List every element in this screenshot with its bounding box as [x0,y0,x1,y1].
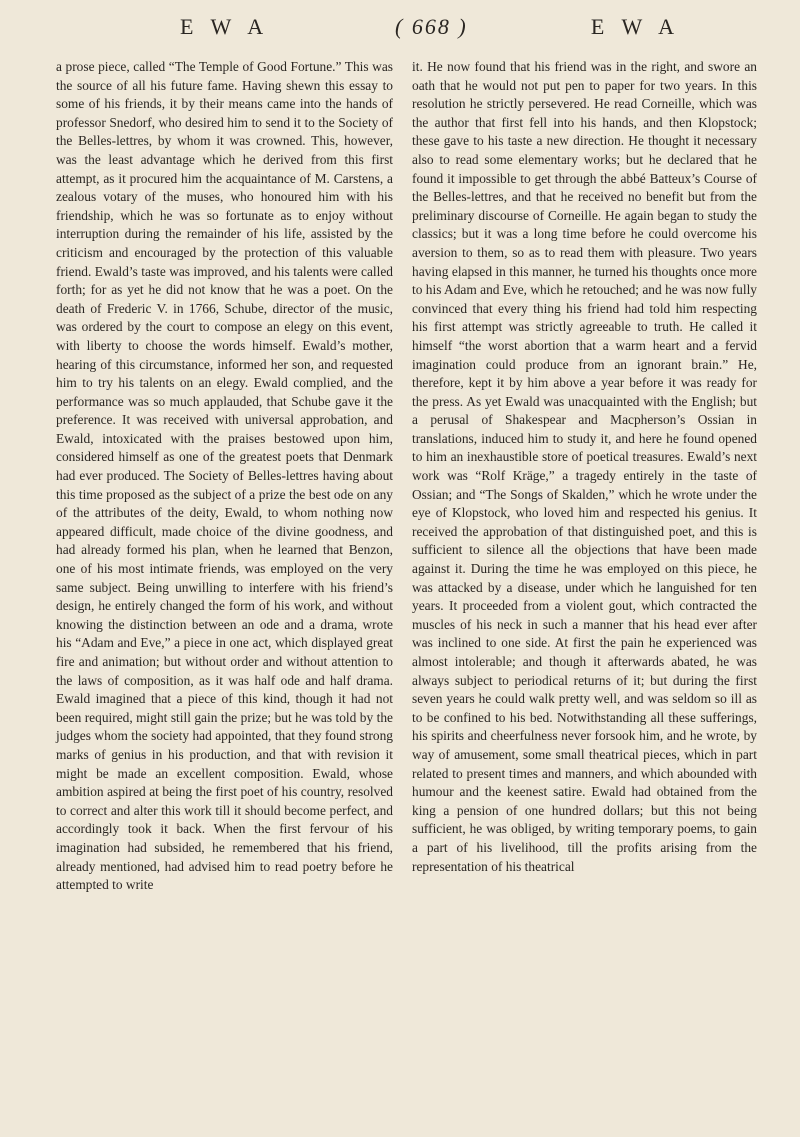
page-number: ( 668 ) [395,14,468,39]
running-header [180,8,680,48]
right-column-text: it. He now found that his friend was in the right, and swore an oath that he would not put pen to paper for two years. In this resolution he strictly persevered. He read Corneille, which was the author that first fell into his hands, and then Klopstock; these gave to his taste a new direction. He thought it necessary also to read some elementary works; but he declared that he found it impossible to get through the abbé Batteux’s Course of the Belles-lettres, and that he received no benefit but from the preliminary discourse of Corneille. He again began to study the classics; but it was a long time before he could overcome his aversion to them, so as to read them with pleasure. Two years having elapsed in this manner, he turned his thoughts once more to his Adam and Eve, which he retouched; and he was now fully convinced that every thing his friend had told him respecting his first attempt was strictly agreeable to truth. He called it himself “the worst abortion that a warm heart and a fervid imagination could produce from an ignorant brain.” He, therefore, kept it by him above a year before it was ready for the press. As yet Ewald was unacquainted with the English; but a perusal of Shakespear and Macpherson’s Ossian in translations, induced him to study it, and here he found opened to him an inexhaustible store of poetical treasures. Ewald’s next work was “Rolf Kräge,” a tragedy entirely in the taste of Ossian; and “The Songs of Skalden,” which he wrote under the eye of Klopstock, who loved him and respected his genius. It received the approbation of that distinguished poet, and this is sufficient to silence all the objections that have been made against it. During the time he was employed on this piece, he was attacked by a disease, under which he languished for ten years. It proceeded from a violent gout, which contracted the muscles of his neck in such a manner that his head ever after was inclined to one side. At first the pain he experienced was almost intolerable; and though it afterwards abated, he was always subject to periodical returns of it; but during the first seven years he could walk pretty well, and was seldom so ill as to be confined to his bed. Notwithstanding all these sufferings, his spirits and cheerfulness never forsook him, and he wrote, by way of amusement, some small theatrical pieces, which in part related to present times and manners, and which abounded with humour and the keenest satire. Ewald had obtained from the king a pension of one hundred dollars; but this not being sufficient, he was obliged, by writing temporary poems, to gain a part of his livelihood, till the profits arising from the representation of his theatrical [412,59,757,874]
left-column [56,58,393,895]
header-right-word: E W A [590,14,680,39]
header-left-word: E W A [180,14,270,39]
left-column-text: a prose piece, called “The Temple of Good Fortune.” This was the source of all his future fame. Having shewn this essay to some of his friends, it by their means came into the hands of professor Snedorf, who desired him to send it to the Society of the Belles-lettres, by whom it was crowned. This, however, was the least advantage which he derived from this first attempt, as it procured him the acquaintance of M. Carstens, a zealous votary of the muses, who honoured him with his friendship, which he was so fortunate as to enjoy without interruption during the remainder of his life, assisted by the criticism and encouraged by the protection of this valuable friend. Ewald’s taste was improved, and his talents were called forth; for as yet he did not know that he was a poet. On the death of Frederic V. in 1766, Schube, director of the music, was ordered by the court to compose an elegy on this event, with liberty to choose the words himself. Ewald’s mother, hearing of this circumstance, informed her son, and requested him to try his talents on an elegy. Ewald complied, and the performance was so much applauded, that Schube gave it the preference. It was received with universal approbation, and Ewald, intoxicated with the praises bestowed upon him, considered himself as one of the greatest poets that Denmark had ever produced. The Society of Belles-lettres having about this time proposed as the subject of a prize the best ode on any of the attributes of the deity, Ewald, to whom nothing now appeared difficult, made choice of the divine goodness, and had already formed his plan, when he learned that Benzon, one of his most intimate friends, was employed on the very same subject. Being unwilling to interfere with his friend’s design, he entirely changed the form of his work, and without knowing the distinction between an ode and a drama, wrote his “Adam and Eve,” a piece in one act, which displayed great fire and animation; but without order and without attention to the laws of composition, as it was half ode and half drama. Ewald imagined that a piece of this kind, though it had not been required, might still gain the prize; but he was told by the judges whom the society had appointed, that they found strong marks of genius in his production, and that with revision it might be made an excellent composition. Ewald, whose ambition aspired at being the first poet of his country, resolved to correct and alter this work till it should become perfect, and accordingly took it back. When the first fervour of his imagination had subsided, he remembered that his friend, already mentioned, had advised him to read poetry before he attempted to write [56,59,393,893]
right-column [412,58,757,876]
